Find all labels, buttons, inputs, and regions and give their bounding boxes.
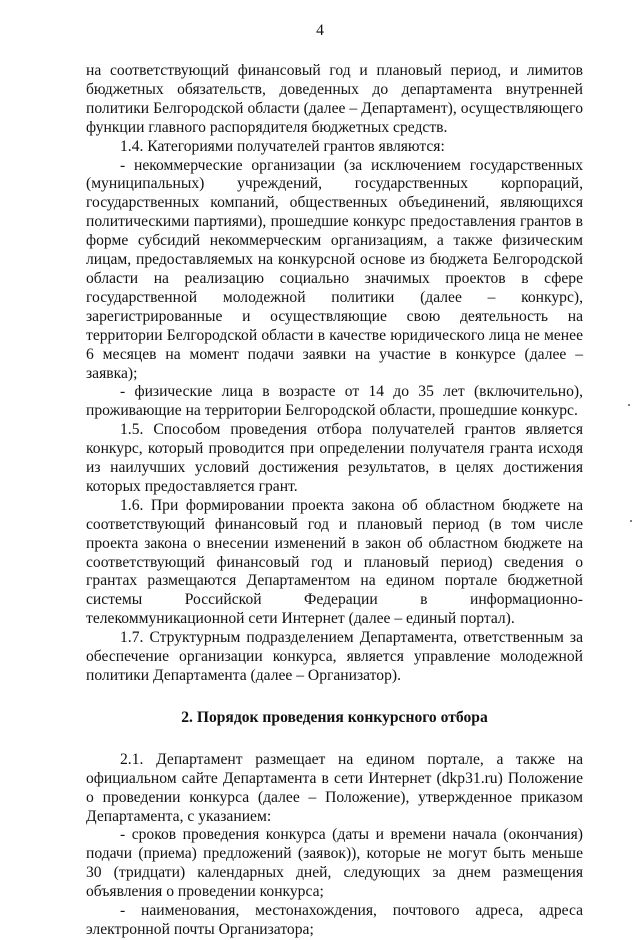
list-item-nonprofit-organizations: - некоммерческие организации (за исключением государственных (муниципальных) учреждений, государственных корпораций, государственных компаний, общественных объединений, являющихся политическими партиями), прошедшие конкурс предоставления грантов в форме субсидий некоммерческим организациям, а также физическим лицам, предоставляемых на конкурсной основе из бюджета Белгородской области на реализацию социально значимых проектов в сфере государственной молодежной политики (далее – конкурс), зарегистрированные и осуществляющие свою деятельность на территории Белгородской области в качестве юридического лица не менее 6 месяцев на момент подачи заявки на участие в конкурсе (далее – заявка); — [86, 156, 583, 382]
paragraph-1-5: 1.5. Способом проведения отбора получателей грантов является конкурс, который проводится при определении получателя гранта исходя из наилучших условий достижения результатов, в целях достижения которых предоставляется грант. — [86, 421, 583, 495]
page-number: 4 — [316, 22, 324, 39]
scan-speck — [628, 404, 630, 406]
document-body — [86, 62, 583, 940]
section-heading: 2. Порядок проведения конкурсного отбора — [181, 708, 488, 726]
scan-speck — [630, 520, 632, 522]
list-item-organizer-contacts: - наименования, местонахождения, почтового адреса, адреса электронной почты Организатора; — [86, 902, 583, 938]
list-item-individuals: - физические лица в возрасте от 14 до 35 лет (включительно), проживающие на территории Белгородской области, прошедшие конкурс. — [86, 383, 583, 420]
paragraph-1-4: 1.4. Категориями получателей грантов являются: — [120, 137, 445, 155]
paragraph-1-6: 1.6. При формировании проекта закона об областном бюджете на соответствующий финансовый год и плановый период (в том числе проекта закона о внесении изменений в закон об областном бюджете на соответствующий финансовый год и плановый период) сведения о грантах размещаются Департаментом на едином портале бюджетной системы Российской Федерации в информационно-телекоммуникационной сети Интернет (далее – единый портал). — [86, 496, 583, 628]
paragraph-2-1: 2.1. Департамент размещает на едином портале, а также на официальном сайте Департамента в сети Интернет (dkp31.ru) Положение о проведении конкурса (далее – Положение), утвержденное приказом Департамента, с указанием: — [86, 750, 583, 825]
paragraph-1-7: 1.7. Структурным подразделением Департамента, ответственным за обеспечение организации конкурса, является управление молодежной политики Департамента (далее – Организатор). — [86, 629, 583, 684]
paragraph-continuation: на соответствующий финансовый год и плановый период, и лимитов бюджетных обязательств, доведенных до департамента внутренней политики Белгородской области (далее – Департамент), осуществляющего функции главного распорядителя бюджетных средств. — [86, 62, 583, 136]
list-item-deadlines: - сроков проведения конкурса (даты и времени начала (окончания) подачи (приема) предложений (заявок)), которые не могут быть меньше 30 (тридцати) календарных дней, следующих за днем размещения объявления о проведении конкурса; — [86, 826, 583, 901]
